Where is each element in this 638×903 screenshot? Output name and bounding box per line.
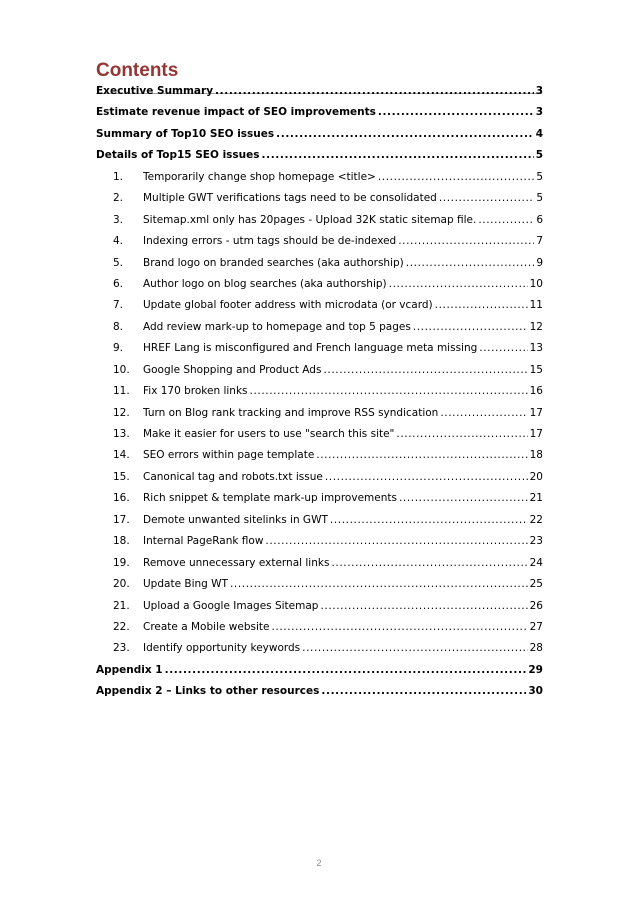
toc-entry-title: Estimate revenue impact of SEO improvements	[96, 106, 376, 119]
toc-entry[interactable]	[96, 299, 543, 320]
toc-entry[interactable]	[96, 214, 543, 235]
toc-entry-title: Multiple GWT verifications tags need to be consolidated	[143, 192, 437, 205]
toc-dot-leader	[230, 578, 528, 590]
toc-entry-title: Canonical tag and robots.txt issue	[143, 470, 323, 483]
toc-entry-page: 20	[529, 470, 543, 483]
toc-entry[interactable]	[96, 492, 543, 513]
toc-entry-number: 1.	[113, 170, 124, 183]
toc-dot-leader	[413, 321, 528, 333]
toc-entry-title: Rich snippet & template mark-up improvements	[143, 492, 397, 505]
toc-dot-leader	[302, 642, 527, 654]
toc-dot-leader	[331, 557, 527, 569]
toc-dot-leader	[479, 342, 527, 354]
toc-entry-number: 7.	[113, 299, 124, 312]
toc-entry[interactable]	[96, 685, 543, 706]
toc-entry[interactable]	[96, 642, 543, 663]
toc-entry-number: 19.	[113, 556, 130, 569]
toc-entry[interactable]	[96, 149, 543, 170]
toc-entry-number: 16.	[113, 492, 130, 505]
toc-entry-number: 3.	[113, 213, 124, 226]
toc-entry-title: Update Bing WT	[143, 578, 228, 591]
toc-dot-leader	[165, 664, 527, 676]
toc-entry-page: 18	[529, 449, 543, 462]
toc-entry-page: 11	[529, 299, 543, 312]
toc-entry-number: 6.	[113, 277, 124, 290]
toc-entry-number: 21.	[113, 599, 130, 612]
toc-entry-title: Create a Mobile website	[143, 620, 270, 633]
toc-entry[interactable]	[96, 557, 543, 578]
toc-dot-leader	[276, 128, 534, 140]
toc-entry-number: 10.	[113, 363, 130, 376]
toc-dot-leader	[435, 299, 528, 311]
toc-entry[interactable]	[96, 664, 543, 685]
toc-entry-number: 13.	[113, 428, 130, 440]
toc-entry-title: HREF Lang is misconfigured and French language meta missing	[143, 342, 478, 355]
toc-entry[interactable]	[96, 278, 543, 299]
toc-entry[interactable]	[96, 385, 543, 406]
toc-entry-page: 25	[529, 578, 543, 591]
toc-entry-number: 22.	[113, 620, 130, 633]
toc-entry-number: 2.	[113, 192, 124, 205]
toc-entry-title: Appendix 1	[96, 663, 163, 676]
toc-entry-page: 5	[536, 170, 543, 183]
contents-heading: Contents	[96, 60, 179, 81]
toc-entry-page: 16	[529, 385, 543, 398]
toc-entry-page: 9	[536, 256, 543, 269]
toc-entry-title: Add review mark-up to homepage and top 5 pages	[143, 320, 411, 333]
toc-entry-page: 30	[528, 685, 543, 698]
toc-entry-number: 8.	[113, 320, 124, 333]
toc-entry-page: 17	[529, 428, 543, 440]
toc-entry[interactable]	[96, 321, 543, 342]
toc-entry-title: Brand logo on branded searches (aka authorship)	[143, 256, 404, 269]
toc-dot-leader	[378, 171, 534, 183]
toc-entry-title: Fix 170 broken links	[143, 385, 248, 398]
toc-dot-leader	[330, 514, 528, 526]
toc-entry-title: Sitemap.xml only has 20pages - Upload 32K static sitemap file.	[143, 213, 477, 226]
toc-entry-title: Google Shopping and Product Ads	[143, 363, 322, 376]
toc-dot-leader	[399, 492, 528, 504]
toc-entry-page: 5	[535, 149, 543, 162]
toc-dot-leader	[316, 449, 527, 461]
toc-entry-page: 28	[529, 642, 543, 655]
toc-dot-leader	[389, 278, 528, 290]
table-of-contents	[96, 85, 543, 707]
toc-entry-page: 10	[529, 277, 543, 290]
toc-dot-leader	[321, 685, 526, 697]
toc-entry-title: Temporarily change shop homepage <title>	[143, 170, 376, 183]
toc-entry[interactable]	[96, 621, 543, 642]
toc-dot-leader	[378, 106, 534, 118]
toc-dot-leader	[396, 428, 527, 440]
toc-entry-title: Remove unnecessary external links	[143, 556, 330, 569]
toc-entry[interactable]	[96, 171, 543, 192]
toc-entry[interactable]	[96, 235, 543, 256]
toc-entry[interactable]	[96, 428, 543, 449]
toc-entry[interactable]	[96, 514, 543, 535]
toc-entry-page: 5	[536, 192, 543, 205]
toc-dot-leader	[478, 214, 534, 226]
toc-entry-page: 3	[535, 85, 543, 97]
toc-entry-title: Internal PageRank flow	[143, 535, 264, 548]
toc-entry-page: 21	[529, 492, 543, 505]
toc-entry-number: 20.	[113, 578, 130, 591]
toc-entry-page: 23	[529, 535, 543, 548]
page-number: 2	[316, 858, 322, 868]
toc-entry-number: 4.	[113, 235, 124, 248]
toc-entry-number: 14.	[113, 449, 130, 462]
toc-entry[interactable]	[96, 257, 543, 278]
toc-entry-page: 6	[536, 213, 543, 226]
toc-dot-leader	[265, 535, 527, 547]
toc-entry-number: 5.	[113, 256, 124, 269]
toc-dot-leader	[320, 600, 527, 612]
toc-entry-title: Indexing errors - utm tags should be de-indexed	[143, 235, 397, 248]
toc-entry-number: 9.	[113, 342, 124, 355]
toc-dot-leader	[323, 364, 527, 376]
toc-dot-leader	[440, 407, 527, 419]
toc-entry[interactable]	[96, 192, 543, 213]
toc-entry[interactable]	[96, 85, 543, 106]
toc-entry-title: Author logo on blog searches (aka authorship)	[143, 277, 387, 290]
toc-entry-number: 18.	[113, 535, 130, 548]
toc-dot-leader	[271, 621, 527, 633]
toc-dot-leader	[439, 192, 534, 204]
toc-entry-number: 17.	[113, 513, 130, 526]
toc-entry-number: 15.	[113, 470, 130, 483]
toc-entry[interactable]	[96, 106, 543, 127]
toc-entry-page: 27	[529, 620, 543, 633]
toc-entry-page: 3	[535, 106, 543, 119]
toc-entry-title: Make it easier for users to use "search this site"	[143, 428, 395, 440]
toc-entry-page: 15	[529, 363, 543, 376]
toc-dot-leader	[262, 149, 534, 161]
toc-entry-title: Identify opportunity keywords	[143, 642, 301, 655]
toc-entry-number: 11.	[113, 385, 130, 398]
toc-entry[interactable]	[96, 578, 543, 599]
toc-dot-leader	[398, 235, 534, 247]
toc-entry[interactable]	[96, 364, 543, 385]
toc-entry[interactable]	[96, 407, 543, 428]
toc-entry[interactable]	[96, 535, 543, 556]
toc-entry-title: Executive Summary	[96, 85, 214, 97]
toc-entry[interactable]	[96, 449, 543, 470]
toc-entry-title: Summary of Top10 SEO issues	[96, 127, 275, 140]
toc-entry-title: SEO errors within page template	[143, 449, 315, 462]
toc-entry-page: 4	[535, 127, 543, 140]
toc-entry-number: 23.	[113, 642, 130, 655]
toc-entry-title: Demote unwanted sitelinks in GWT	[143, 513, 328, 526]
toc-entry-page: 26	[529, 599, 543, 612]
toc-dot-leader	[250, 385, 528, 397]
toc-entry-page: 13	[529, 342, 543, 355]
toc-entry-title: Appendix 2 – Links to other resources	[96, 685, 320, 698]
toc-entry[interactable]	[96, 600, 543, 621]
toc-entry-number: 12.	[113, 406, 130, 419]
toc-entry-page: 7	[536, 235, 543, 248]
toc-entry[interactable]	[96, 342, 543, 363]
toc-dot-leader	[215, 85, 534, 97]
toc-entry[interactable]	[96, 128, 543, 149]
toc-entry-page: 12	[529, 320, 543, 333]
toc-entry[interactable]	[96, 471, 543, 492]
toc-entry-title: Turn on Blog rank tracking and improve RSS syndication	[143, 406, 439, 419]
toc-entry-page: 24	[529, 556, 543, 569]
toc-entry-page: 29	[528, 663, 543, 676]
toc-entry-page: 17	[529, 406, 543, 419]
toc-entry-title: Upload a Google Images Sitemap	[143, 599, 319, 612]
toc-entry-title: Update global footer address with microdata (or vcard)	[143, 299, 433, 312]
toc-entry-page: 22	[529, 513, 543, 526]
toc-entry-title: Details of Top15 SEO issues	[96, 149, 260, 162]
toc-dot-leader	[406, 257, 535, 269]
toc-dot-leader	[325, 471, 528, 483]
